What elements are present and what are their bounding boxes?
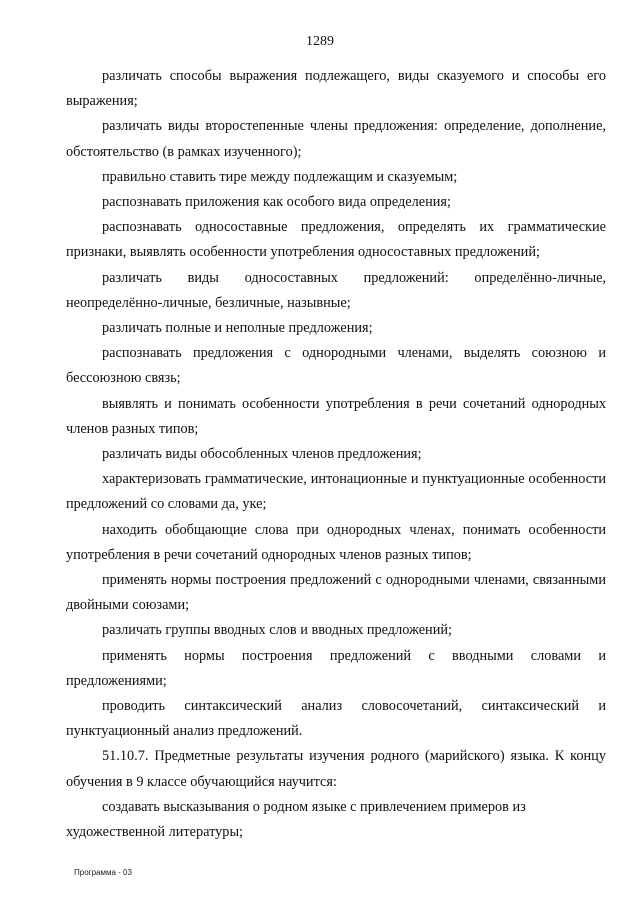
paragraph: различать виды односоставных предложений: определённо-личные, неопределённо-личные, безличные, назывные; (66, 269, 606, 311)
section-heading-paragraph: 51.10.7. Предметные результаты изучения родного (марийского) языка. К концу обучения в 9 классе обучающийся научится: (66, 748, 606, 790)
page-footer: Программа - 03 (74, 868, 132, 877)
paragraph: правильно ставить тире между подлежащим и сказуемым; (102, 168, 458, 185)
paragraph: различать виды обособленных членов предложения; (102, 446, 422, 463)
paragraph: распознавать предложения с однородными членами, выделять союзною и бессоюзною связь; (66, 345, 606, 387)
paragraph: проводить синтаксический анализ словосочетаний, синтаксический и пунктуационный анализ предложений. (66, 698, 606, 740)
paragraph: характеризовать грамматические, интонационные и пунктуационные особенности предложений со словами да, уке; (66, 471, 606, 513)
paragraph: создавать высказывания о родном языке с привлечением примеров из художественной литературы; (66, 798, 526, 841)
page-number: 1289 (306, 34, 334, 49)
paragraph: применять нормы построения предложений с вводными словами и предложениями; (66, 647, 606, 689)
paragraph: различать способы выражения подлежащего, виды сказуемого и способы его выражения; (66, 68, 606, 110)
paragraph: выявлять и понимать особенности употребления в речи сочетаний однородных членов разных типов; (66, 395, 606, 437)
paragraph: различать полные и неполные предложения; (102, 320, 373, 337)
document-body (66, 64, 606, 845)
paragraph: применять нормы построения предложений с однородными членами, связанными двойными союзами; (66, 572, 606, 614)
paragraph: распознавать односоставные предложения, определять их грамматические признаки, выявлять особенности употребления односоставных предложений; (66, 219, 606, 261)
paragraph: находить обобщающие слова при однородных членах, понимать особенности употребления в речи сочетаний однородных членов разных типов; (66, 521, 606, 563)
paragraph: различать группы вводных слов и вводных предложений; (102, 622, 452, 639)
paragraph: распознавать приложения как особого вида определения; (102, 194, 451, 211)
paragraph: различать виды второстепенные члены предложения: определение, дополнение, обстоятельство (в рамках изученного); (66, 118, 606, 160)
